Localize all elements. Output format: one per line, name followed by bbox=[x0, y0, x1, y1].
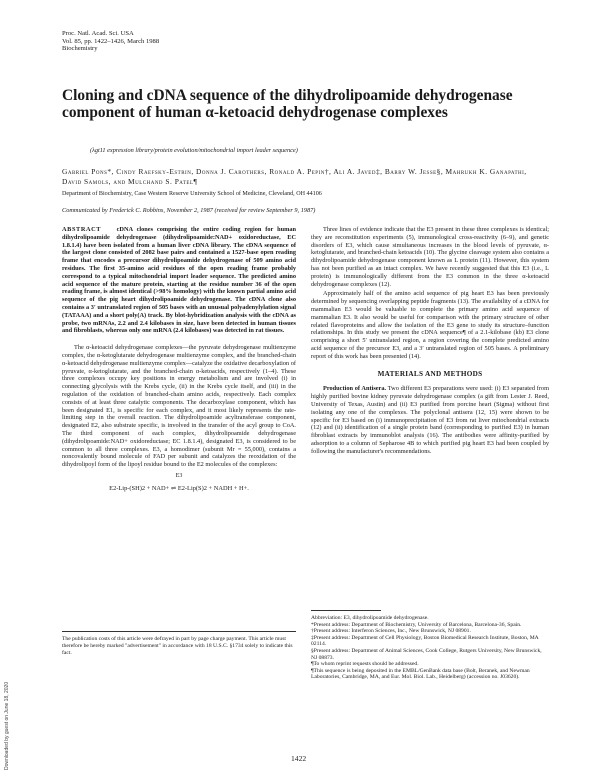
section-heading: MATERIALS AND METHODS bbox=[377, 369, 483, 378]
footnote-item: †Present address: Interferon Sciences, Inc., New Brunswick, NJ 08901. bbox=[311, 628, 471, 635]
footnote-rule bbox=[311, 610, 381, 611]
methods-subheading: Production of Antisera. bbox=[323, 385, 387, 393]
page-number: 1422 bbox=[291, 754, 307, 763]
abstract-label: ABSTRACT bbox=[62, 226, 102, 233]
journal-name: Proc. Natl. Acad. Sci. USA bbox=[62, 30, 134, 37]
article-title: Cloning and cDNA sequence of the dihydrolipoamide dehydrogenase component of human α-ketoacid dehydrogenase complexes bbox=[62, 87, 513, 121]
footnote-item: §Present address: Department of Animal Sciences, Cook College, Rutgers University, New Brunswick, NJ 08873. bbox=[311, 647, 542, 661]
footnote-item: ¶To whom reprint requests should be addressed. bbox=[311, 661, 419, 668]
intro-paragraph: The α-ketoacid dehydrogenase complexes—the pyruvate dehydrogenase multienzyme complex, the α-ketoglutarate dehydrogenase multienzyme complex, and the branched-chain α-ketoacid dehydrogenase multienzyme complex—catalyze the oxidative decarboxylation of pyruvate, α-ketoglutarate, and the branched-chain α-ketoacids, respectively (1–4). These three complexes occupy key positions in energy metabolism and are involved (i) in connecting glycolysis with the Krebs cycle, (ii) in the Krebs cycle itself, and (iii) in the regulation of the oxidation of branched-chain amino acids, respectively. Each complex consists of at least three catalytic components. The decarboxylase component, which has been designated E1, is specific for each complex, and it most likely represents the rate-limiting step in the overall reaction. The dihydrolipoamide acyltransferase component, designated E2, also substrate specific, is involved in the transfer of the acyl group to CoA. The third component of each complex, dihydrolipoamide dehydrogenase (dihydrolipoamide:NAD+ oxidoreductase; EC 1.8.1.4), designated E3, is considered to be common to all three complexes. E3, a homodimer (subunit Mr = 55,000), contains a noncovalently bound molecule of FAD per subunit and catalyzes the reoxidation of the dihydrolipoyl form of the lipoyl residue bound to the E2 molecules of the complexes: bbox=[62, 344, 296, 469]
publication-cost-note bbox=[62, 631, 296, 656]
affiliation: Department of Biochemistry, Case Western Reserve University School of Medicine, Cleveland, OH 44106 bbox=[62, 191, 322, 197]
keywords: (λgt11 expression library/protein evolution/mitochondrial import leader sequence) bbox=[90, 147, 298, 154]
footnote-item: *Present address: Department of Biochemistry, University of Barcelona, Barcelona-36, Spain. bbox=[311, 621, 522, 628]
journal-header bbox=[62, 30, 159, 53]
left-column bbox=[62, 226, 296, 495]
body-paragraph-2: Approximately half of the amino acid sequence of pig heart E3 has been previously determined by sequencing overlapping peptide fragments (13). The availability of a cDNA for mammalian E3 would be valuable to complete the primary amino acid sequence of mammalian E3. It also would be useful for comparison with the primary structure of other related flavoproteins and allow the isolation of the E3 gene to study its structure–function relationships. In this study we present the cDNA sequence¶ of a 2.1-kilobase (kb) E3 clone comprising a short 5′ untranslated region, a region covering the complete predicted amino acid sequence of the precursor E3, and a 3′ untranslated region of 505 bases. A preliminary report of this work has been presented (14). bbox=[311, 290, 549, 360]
footnote-item: ¶This sequence is being deposited in the EMBL/GenBank data base (Bolt, Beranek, and Newman Laboratories, Cambridge, MA, and Eur. Mol. Biol. Lab., Heidelberg) (accession no. J03620). bbox=[311, 667, 530, 681]
abstract bbox=[62, 226, 296, 335]
equation-catalyst: E3 bbox=[175, 472, 183, 479]
download-watermark bbox=[4, 580, 12, 770]
journal-section: Biochemistry bbox=[62, 45, 98, 53]
footnote-divider bbox=[62, 631, 296, 632]
footnote-item: ‡Present address: Department of Cell Physiology, Boston Biomedical Research Institute, Boston, MA 02114. bbox=[311, 634, 539, 648]
methods-text: Two different E3 preparations were used: (i) E3 separated from highly purified bovine kidney pyruvate dehydrogenase complex (a gift from Lester J. Reed, University of Texas, Austin) and (ii) E3 purified from porcine heart (Sigma) without first isolating any one of the complexes. The polyclonal antisera (12, 15) were shown to be specific for E3 based on (i) immunoprecipitation of E3 from rat liver mitochondrial extracts (12) and (ii) identification of a single protein band (corresponding to purified E3) in human fibroblast extracts by immunoblot analysis (16). The antibodies were affinity-purified by adsorption to a column of Sepharose 4B to which purified pig heart E3 had been coupled by following the manufacturer's recommendations. bbox=[311, 385, 549, 455]
reaction-equation: E2-Lip-(SH)2 + NAD+ ⇌ E2-Lip(S)2 + NADH + H+. bbox=[109, 484, 249, 492]
abstract-text: cDNA clones comprising the entire coding region for human dihydrolipoamide dehydrogenase (dihydrolipoamide:NAD+ oxidoreductase, EC 1.8.1.4) have been isolated from a human liver cDNA library. The cDNA sequence of the largest clone consisted of 2082 base pairs and contained a 1527-base open reading frame that encodes a precursor dihydrolipoamide dehydrogenase of 509 amino acid residues. The first 35-amino acid residues of the open reading frame probably correspond to a typical mitochondrial import leader sequence. The predicted amino acid sequence of the mature protein, starting at the residue number 36 of the open reading frame, is almost identical (>98% homology) with the known partial amino acid sequence of the pig heart dihydrolipoamide dehydrogenase. The cDNA clone also contains a 3′ untranslated region of 505 bases with an unusual polyadenylylation signal (TATAAA) and a short poly(A) track. By blot-hybridization analysis with the cDNA as probe, two mRNAs, 2.2 and 2.4 kilobases in size, have been detected in human tissues and fibroblasts, whereas only one mRNA (2.4 kilobases) was detected in rat tissues. bbox=[62, 226, 297, 335]
body-paragraph-1: Three lines of evidence indicate that the E3 present in these three complexes is identical; they are reconstitution experiments (5), immunological cross-reactivity (6–9), and genetic disorders of E3, which cause simultaneous increases in the blood levels of pyruvate, α-ketoglutarate, and branched-chain ketoacids (10). The glycine cleavage system also contains a dihydrolipoamide dehydrogenase component known as L protein (11). However, this system has not been purified as an intact complex. We have recently suggested that this E3 (i.e., L protein) is immunologically different from the E3 common in the three α-ketoacid dehydrogenase complexes (12). bbox=[311, 226, 549, 288]
methods-paragraph bbox=[311, 385, 549, 455]
communicated-by: Communicated by Frederick C. Robbins, November 2, 1987 (received for review September 9, 1987) bbox=[62, 207, 316, 214]
publication-cost-text: The publication costs of this article were defrayed in part by page charge payment. This article must therefore be hereby marked "advertisement" in accordance with 18 U.S.C. §1734 solely to indicate this fact. bbox=[62, 636, 293, 656]
author-list: Gabriel Pons*, Cindy Raefsky-Estrin, Donna J. Carothers, Ronald A. Pepin†, Ali A. Javed‡, Barry W. Jesse§, Mahrukh K. Ganapathi, David Samols, and Mulchand S. Patel¶ bbox=[62, 167, 527, 186]
download-watermark-text: Downloaded by guest on June 18, 2020 bbox=[4, 681, 10, 770]
journal-volume: Vol. 85, pp. 1422–1426, March 1988 bbox=[62, 37, 160, 45]
footnotes bbox=[311, 604, 549, 681]
right-column bbox=[311, 226, 549, 456]
footnote-item: Abbreviation: E3, dihydrolipoamide dehydrogenase. bbox=[311, 615, 429, 621]
